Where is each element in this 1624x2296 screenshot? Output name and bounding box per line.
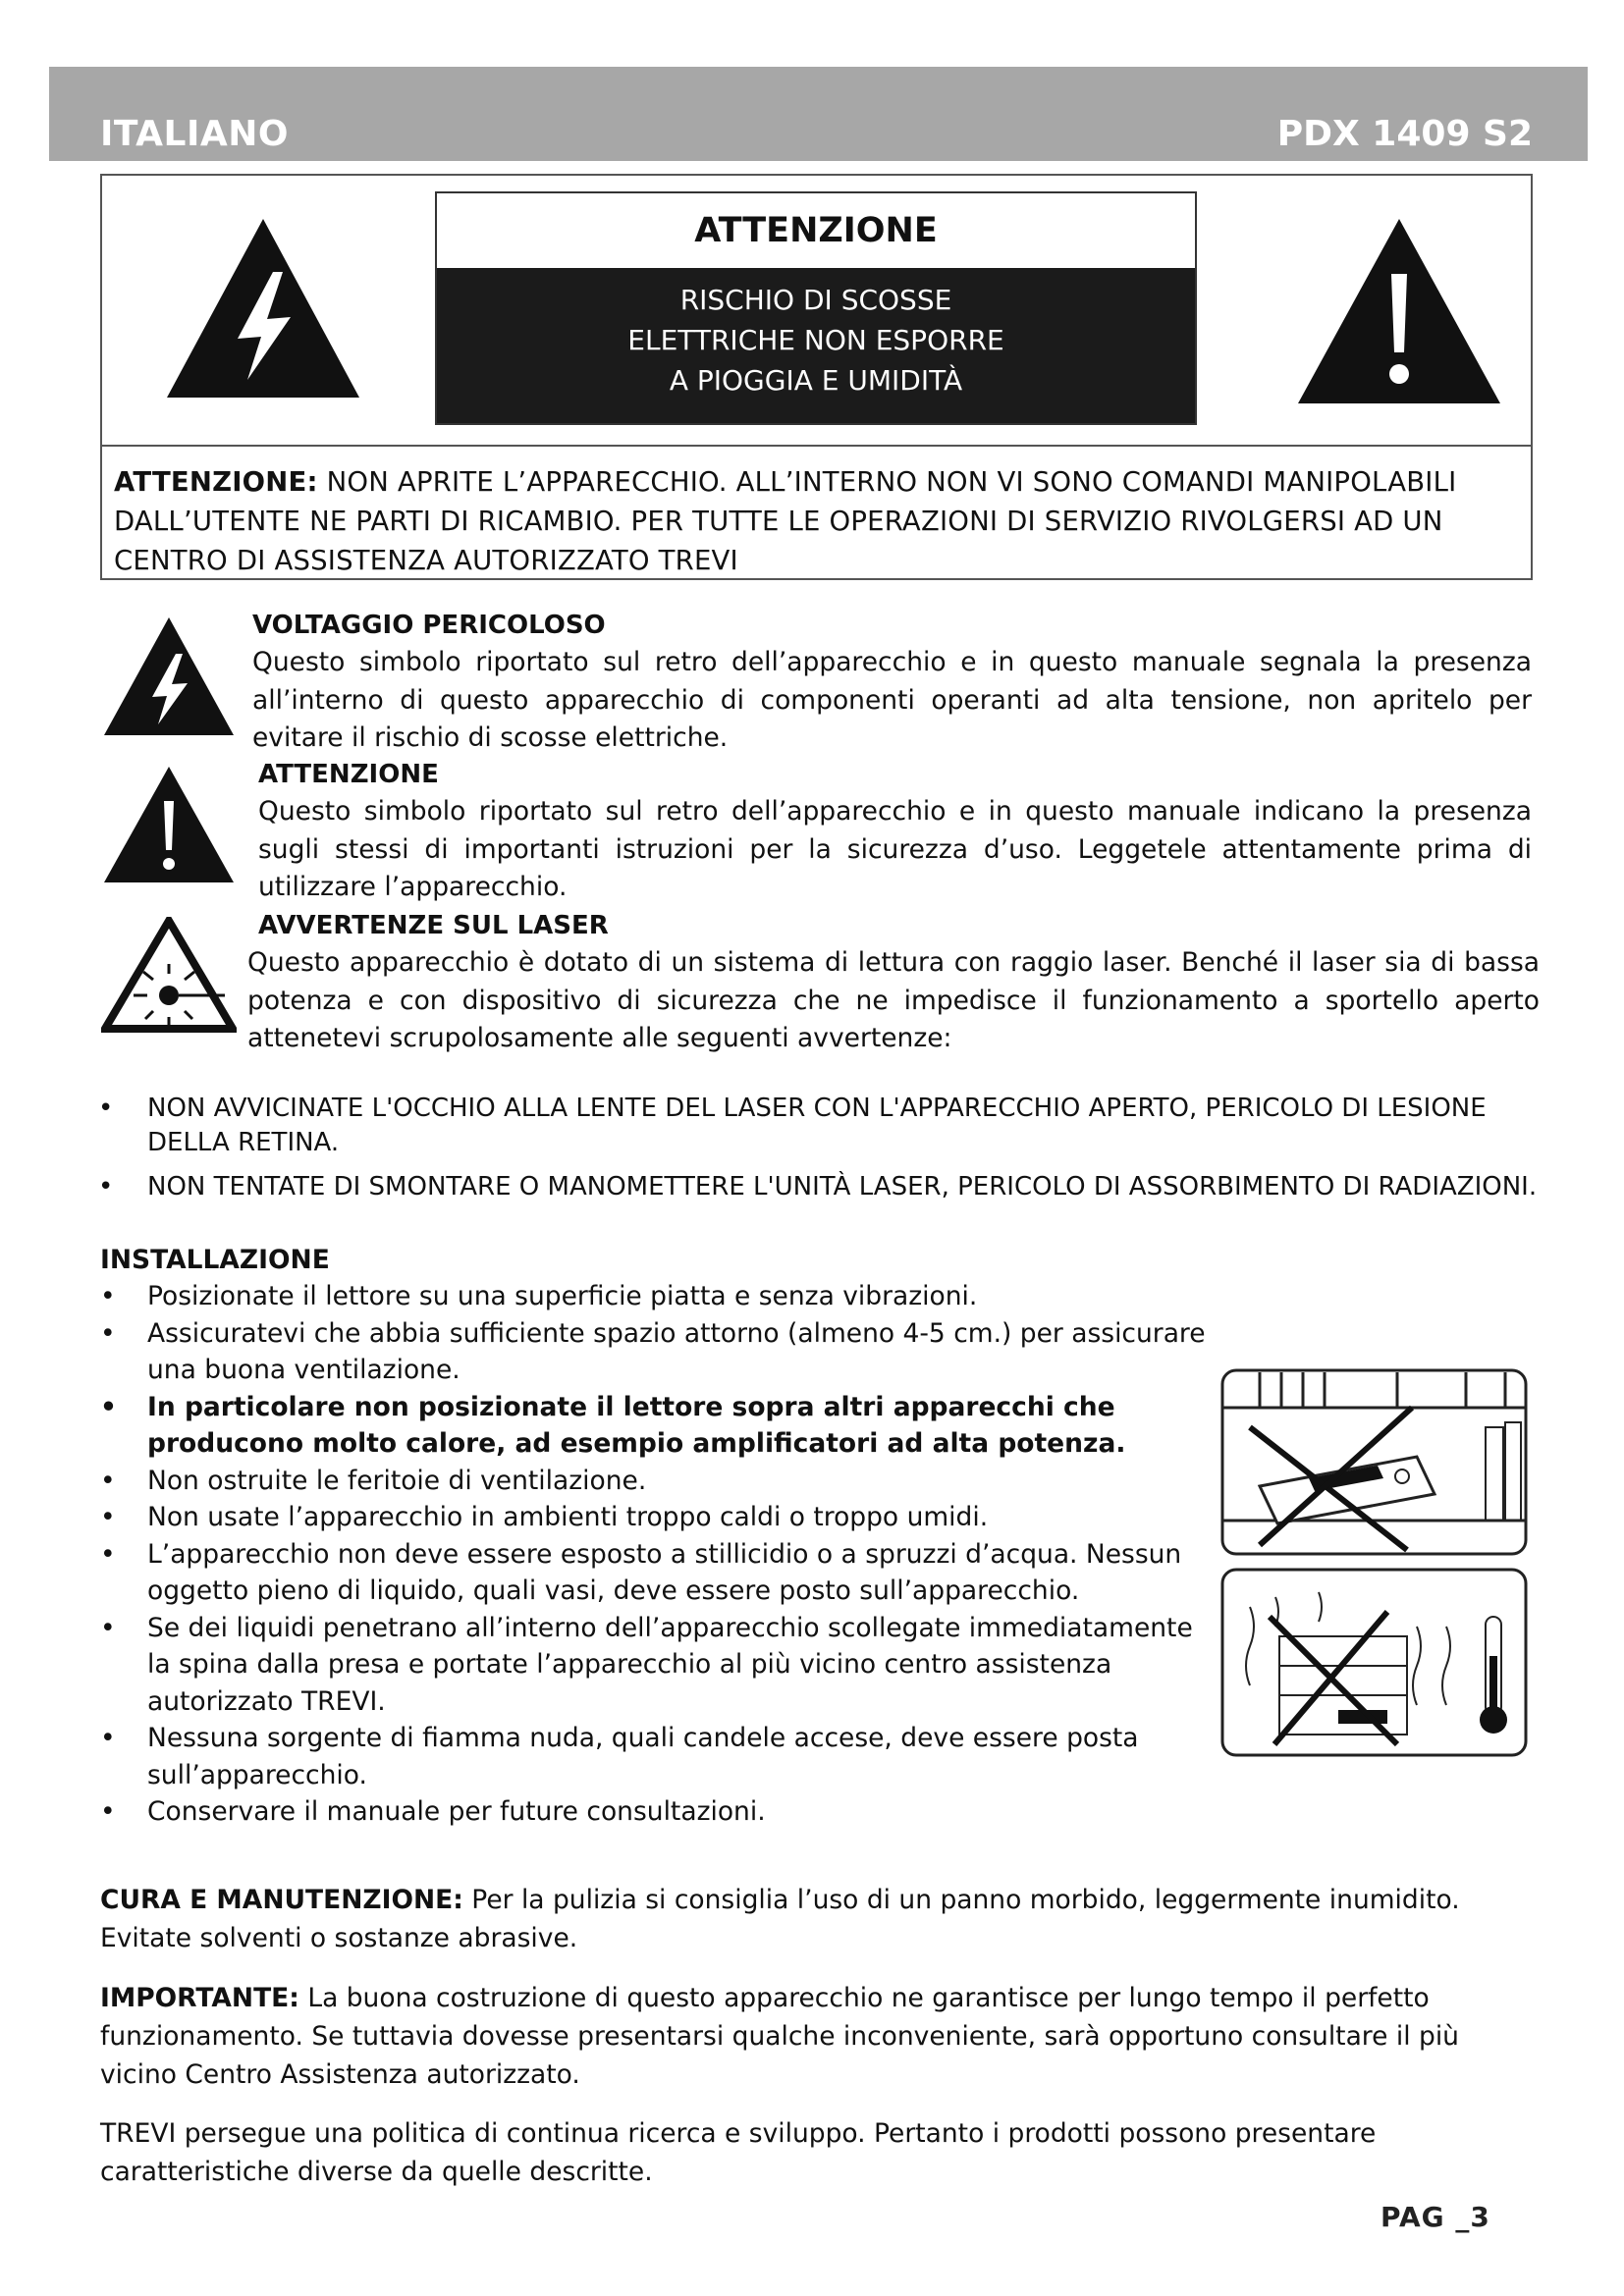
laser-warning-icon (101, 917, 237, 1033)
list-item-text: Assicuratevi che abbia sufficiente spazio attorno (almeno 4-5 cm.) per assicurare una buona ventilazione. (147, 1317, 1206, 1385)
exclamation-triangle-icon (101, 764, 237, 885)
list-item (100, 1315, 1219, 1389)
header-bar (49, 67, 1588, 161)
bullet-mark: • (100, 1502, 116, 1532)
bullet-mark: • (100, 1538, 116, 1570)
trevi-policy-paragraph: TREVI persegue una politica di continua ricerca e sviluppo. Pertanto i prodotti possono presentare caratteristiche diverse da quelle descritte. (100, 2118, 1377, 2187)
list-item-text: Posizionate il lettore su una superficie piatta e senza vibrazioni. (147, 1281, 978, 1311)
bullet-mark: • (100, 1723, 116, 1753)
laser-text: Questo apparecchio è dotato di un sistema di lettura con raggio laser. Benché il laser sia di bassa potenza e con dispositivo di sicurezza che ne impedisce il funzionamento a sportello aperto attenetevi scrupolosamente alle seguenti avvertenze: (247, 947, 1540, 1053)
list-item (100, 1793, 1219, 1831)
important-label: IMPORTANTE: (100, 1983, 299, 2013)
attention-panel-message (437, 268, 1195, 423)
list-item (98, 1170, 1542, 1204)
warning-box (100, 174, 1533, 580)
list-item (100, 1389, 1219, 1463)
bullet-mark: • (98, 1172, 114, 1201)
important-text: La buona costruzione di questo apparecchio ne garantisce per lungo tempo il perfetto funzionamento. Se tuttavia dovesse presentarsi qualche inconveniente, sarà opportuno consultare il più vicino Centro Assistenza autorizzato. (100, 1983, 1459, 2090)
list-item (100, 1720, 1219, 1793)
attention-panel-title: ATTENZIONE (694, 211, 938, 250)
installation-title: INSTALLAZIONE (100, 1245, 330, 1275)
lightning-triangle-icon (101, 614, 237, 738)
attention-text: Questo simbolo riportato sul retro dell’apparecchio e in questo manuale indicano la presenza sugli stessi di importanti istruzioni per la sicurezza d’uso. Leggetele attentamente prima di utilizzare l’apparecchio. (258, 796, 1532, 902)
bullet-mark: • (100, 1317, 116, 1349)
care-maintenance-paragraph (100, 1881, 1538, 1957)
bullet-mark: • (100, 1796, 116, 1827)
exclamation-warning-icon (1294, 215, 1504, 407)
list-item-text: Non ostruite le feritoie di ventilazione. (147, 1465, 647, 1496)
model-label: PDX 1409 S2 (1276, 114, 1533, 154)
list-item-text: Conservare il manuale per future consultazioni. (147, 1796, 766, 1827)
list-item-text: L’apparecchio non deve essere esposto a stillicidio o a spruzzi d’acqua. Nessun oggetto pieno di liquido, quali vasi, deve essere posto sull’apparecchio. (147, 1538, 1182, 1606)
attention-title: ATTENZIONE (258, 760, 439, 789)
list-item-text: Non usate l’apparecchio in ambienti troppo caldi o troppo umidi. (147, 1502, 989, 1532)
installation-list (100, 1278, 1219, 1831)
divider (102, 445, 1531, 447)
attention-notice-text: NON APRITE L’APPARECCHIO. ALL’INTERNO NON VI SONO COMANDI MANIPOLABILI DALL’UTENTE NE PARTI DI RICAMBIO. PER TUTTE LE OPERAZIONI DI SERVIZIO RIVOLGERSI AD UN CENTRO DI ASSISTENZA AUTORIZZATO TREVI (114, 466, 1457, 576)
list-item (100, 1610, 1219, 1721)
important-paragraph (100, 1979, 1538, 2094)
list-item (100, 1536, 1219, 1610)
laser-title: AVVERTENZE SUL LASER (258, 911, 609, 940)
no-enclosed-shelf-illustration (1220, 1368, 1528, 1556)
list-item-text: Nessuna sorgente di fiamma nuda, quali candele accese, deve essere posta sull’apparecchio. (147, 1723, 1139, 1790)
list-item (100, 1278, 1219, 1315)
laser-warning-text: NON AVVICINATE L'OCCHIO ALLA LENTE DEL LASER CON L'APPARECCHIO APERTO, PERICOLO DI LESIONE DELLA RETINA. (147, 1094, 1487, 1157)
list-item (98, 1092, 1542, 1160)
list-item (100, 1463, 1219, 1500)
list-item (100, 1499, 1219, 1536)
list-item-text: Se dei liquidi penetrano all’interno dell’apparecchio scollegate immediatamente la spina dalla presa e portate l’apparecchio al più vicino centro assistenza autorizzato TREVI. (147, 1612, 1193, 1717)
panel-line: A PIOGGIA E UMIDITÀ (669, 364, 963, 397)
bullet-mark: • (100, 1281, 116, 1311)
list-item-text: In particolare non posizionate il lettore sopra altri apparecchi che producono molto calore, ad esempio amplificatori ad alta potenza. (147, 1391, 1126, 1459)
voltage-title: VOLTAGGIO PERICOLOSO (252, 611, 606, 640)
attention-notice-label: ATTENZIONE: (114, 466, 318, 498)
care-label: CURA E MANUTENZIONE: (100, 1885, 463, 1915)
attention-panel (435, 191, 1197, 425)
panel-line: ELETTRICHE NON ESPORRE (627, 324, 1004, 356)
bullet-mark: • (100, 1612, 116, 1643)
bullet-mark: • (100, 1391, 117, 1422)
voltage-text: Questo simbolo riportato sul retro dell’apparecchio e in questo manuale segnala la presenza all’interno di questo apparecchio di componenti operanti ad alta tensione, non apritelo per evitare il rischio di scosse elettriche. (252, 647, 1532, 753)
laser-warnings-list (98, 1092, 1542, 1214)
bullet-mark: • (98, 1094, 114, 1123)
care-text: Per la pulizia si consiglia l’uso di un panno morbido, leggermente inumidito. Evitate solventi o sostanze abrasive. (100, 1885, 1460, 1953)
laser-warning-text: NON TENTATE DI SMONTARE O MANOMETTERE L'UNITÀ LASER, PERICOLO DI ASSORBIMENTO DI RADIAZIONI. (147, 1172, 1538, 1201)
bullet-mark: • (100, 1465, 116, 1496)
no-heat-source-illustration (1220, 1568, 1528, 1757)
language-label: ITALIANO (100, 114, 289, 154)
electric-shock-warning-icon (163, 215, 363, 401)
attention-notice (114, 462, 1525, 580)
page-number: PAG _3 (1380, 2201, 1490, 2233)
panel-line: RISCHIO DI SCOSSE (679, 284, 952, 316)
